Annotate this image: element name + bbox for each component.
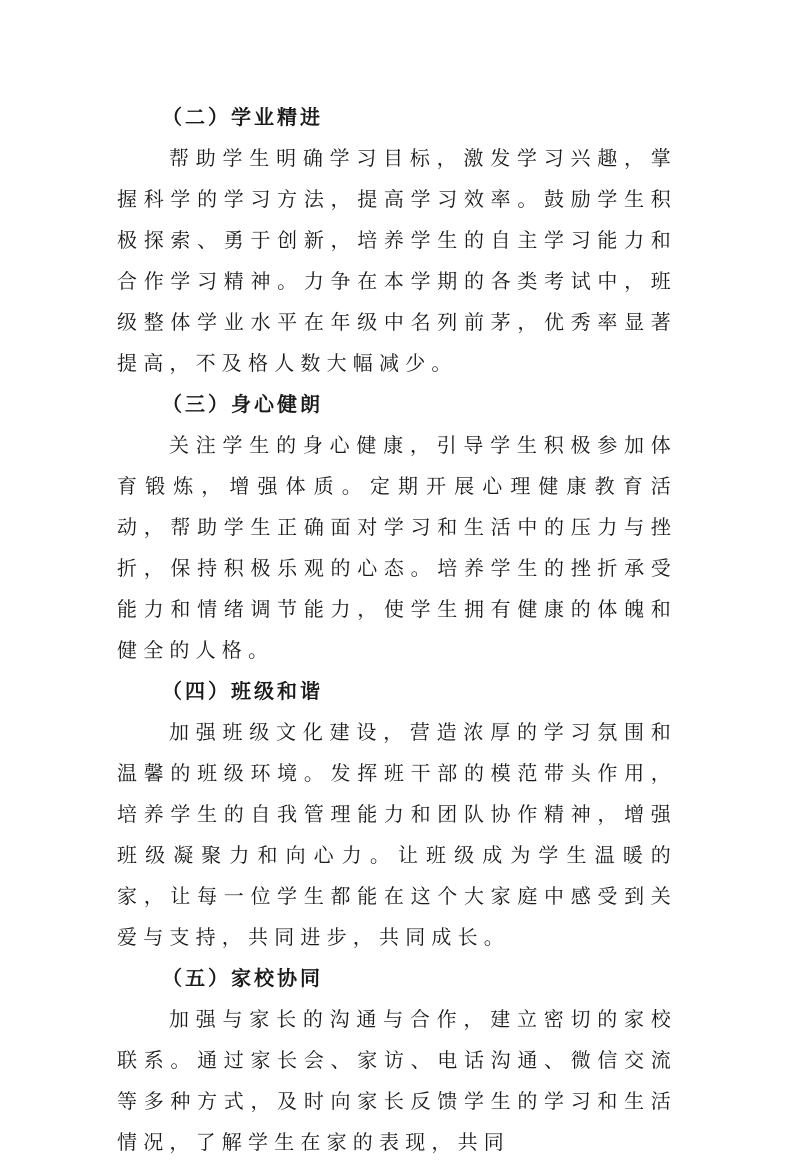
section-heading: （二）学业精进 — [162, 105, 323, 129]
document-page — [117, 97, 677, 1163]
section-heading: （五）家校协同 — [162, 966, 323, 990]
section-home-school-cooperation — [117, 958, 677, 1163]
section-physical-mental-health — [117, 384, 677, 671]
section-paragraph: 加强班级文化建设，营造浓厚的学习氛围和温馨的班级环境。发挥班干部的模范带头作用，培养学生的自我管理能力和团队协作精神，增强班级凝聚力和向心力。让班级成为学生温暖的家，让每一位学生都能在这个大家庭中感受到关爱与支持，共同进步，共同成长。 — [117, 720, 677, 949]
section-paragraph: 加强与家长的沟通与合作，建立密切的家校联系。通过家长会、家访、电话沟通、微信交流等多种方式，及时向家长反馈学生的学习和生活情况，了解学生在家的表现，共同 — [117, 1007, 677, 1154]
section-heading: （三）身心健朗 — [162, 392, 323, 416]
section-paragraph: 帮助学生明确学习目标，激发学习兴趣，掌握科学的学习方法，提高学习效率。鼓励学生积极探索、勇于创新，培养学生的自主学习能力和合作学习精神。力争在本学期的各类考试中，班级整体学业水平在年级中名列前茅，优秀率显著提高，不及格人数大幅减少。 — [117, 146, 677, 375]
section-class-harmony — [117, 671, 677, 958]
section-heading: （四）班级和谐 — [162, 679, 323, 703]
section-paragraph: 关注学生的身心健康，引导学生积极参加体育锻炼，增强体质。定期开展心理健康教育活动，帮助学生正确面对学习和生活中的压力与挫折，保持积极乐观的心态。培养学生的挫折承受能力和情绪调节能力，使学生拥有健康的体魄和健全的人格。 — [117, 433, 677, 662]
section-academic-progress — [117, 97, 677, 384]
